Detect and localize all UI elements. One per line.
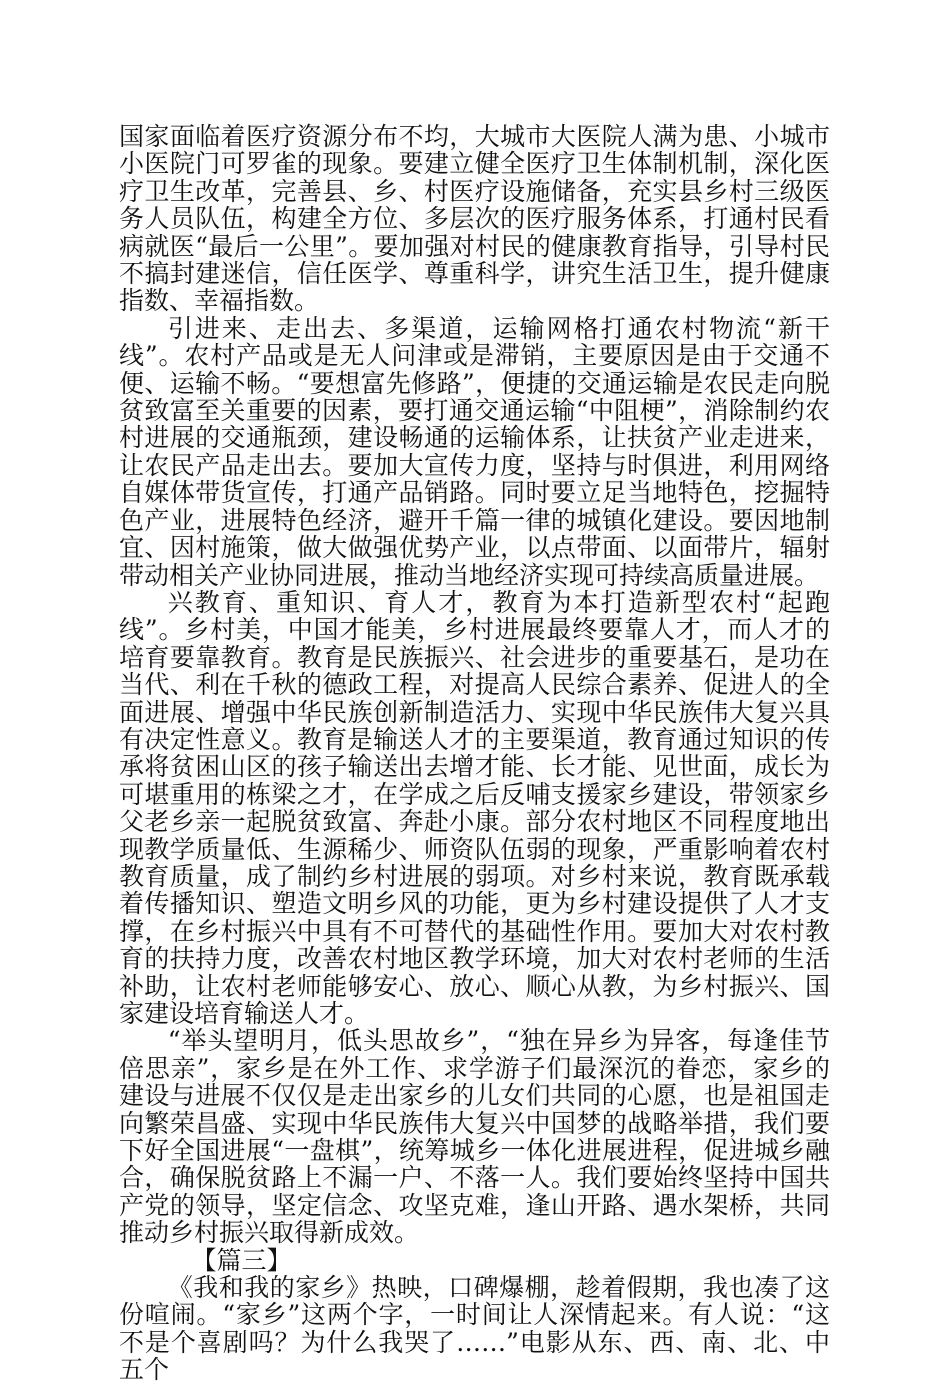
paragraph-hometown: “举头望明月，低头思故乡”，“独在异乡为异客，每逢佳节倍思亲”，家乡是在外工作、求学游子们最深沉的眷恋，家乡的建设与进展不仅仅是走出家乡的儿女们共同的心愿，也是祖国走向繁荣昌盛、实现中华民族伟大复兴中国梦的战略举措，我们要下好全国进展“一盘棋”，统筹城乡一体化进展进程，促进城乡融合，确保脱贫路上不漏一户、不落一人。我们要始终坚持中国共产党的领导，坚定信念、攻坚克难，逢山开路、遇水架桥，共同推动乡村振兴取得新成效。: [119, 1026, 830, 1248]
paragraph-transport: 引进来、走出去、多渠道，运输网格打通农村物流“新干线”。农村产品或是无人问津或是滞销，主要原因是由于交通不便、运输不畅。“要想富先修路”，便捷的交通运输是农民走向脱贫致富至关重要的因素，要打通交通运输“中阻梗”，消除制约农村进展的交通瓶颈，建设畅通的运输体系，让扶贫产业走进来，让农民产品走出去。要加大宣传力度，坚持与时俱进，利用网络自媒体带货宣传，打通产品销路。同时要立足当地特色，挖掘特色产业，进展特色经济，避开千篇一律的城镇化建设。要因地制宜、因村施策，做大做强优势产业，以点带面、以面带片，辐射带动相关产业协同进展，推动当地经济实现可持续高质量进展。: [119, 313, 830, 590]
section-heading: 【篇三】: [191, 1245, 292, 1275]
paragraph-healthcare: 国家面临着医疗资源分布不均，大城市大医院人满为患、小城市小医院门可罗雀的现象。要建立健全医疗卫生体制机制，深化医疗卫生改革，完善县、乡、村医疗设施储备，充实县乡村三级医务人员队伍，构建全方位、多层次的医疗服务体系，打通村民看病就医“最后一公里”。要加强对村民的健康教育指导，引导村民不搞封建迷信，信任医学、尊重科学，讲究生活卫生，提升健康指数、幸福指数。: [119, 122, 830, 316]
paragraph-education: 兴教育、重知识、育人才，教育为本打造新型农村“起跑线”。乡村美，中国才能美，乡村进展最终要靠人才，而人才的培育要靠教育。教育是民族振兴、社会进步的重要基石，是功在当代、利在千秋的德政工程，对提高人民综合素养、促进人的全面进展、增强中华民族创新制造活力、实现中华民族伟大复兴具有决定性意义。教育是输送人才的主要渠道，教育通过知识的传承将贫困山区的孩子输送出去增才能、长才能、见世面，成长为可堪重用的栋梁之才，在学成之后反哺支援家乡建设，带领家乡父老乡亲一起脱贫致富、奔赴小康。部分农村地区不同程度地出现教学质量低、生源稀少、师资队伍弱的现象，严重影响着农村教育质量，成了制约乡村进展的弱项。对乡村来说，教育既承载着传播知识、塑造文明乡风的功能，更为乡村建设提供了人才支撑，在乡村振兴中具有不可替代的基础性作用。要加大对农村教育的扶持力度，改善农村地区教学环境，加大对农村老师的生活补助，让农村老师能够安心、放心、顺心从教，为乡村振兴、国家建设培育输送人才。: [119, 587, 830, 1028]
document-body: [119, 123, 830, 1384]
paragraph-movie: 《我和我的家乡》热映，口碑爆棚，趁着假期，我也凑了这份喧闹。“家乡”这两个字，一时间让人深情起来。有人说：“这不是个喜剧吗？为什么我哭了……”电影从东、西、南、北、中五个: [119, 1273, 830, 1384]
